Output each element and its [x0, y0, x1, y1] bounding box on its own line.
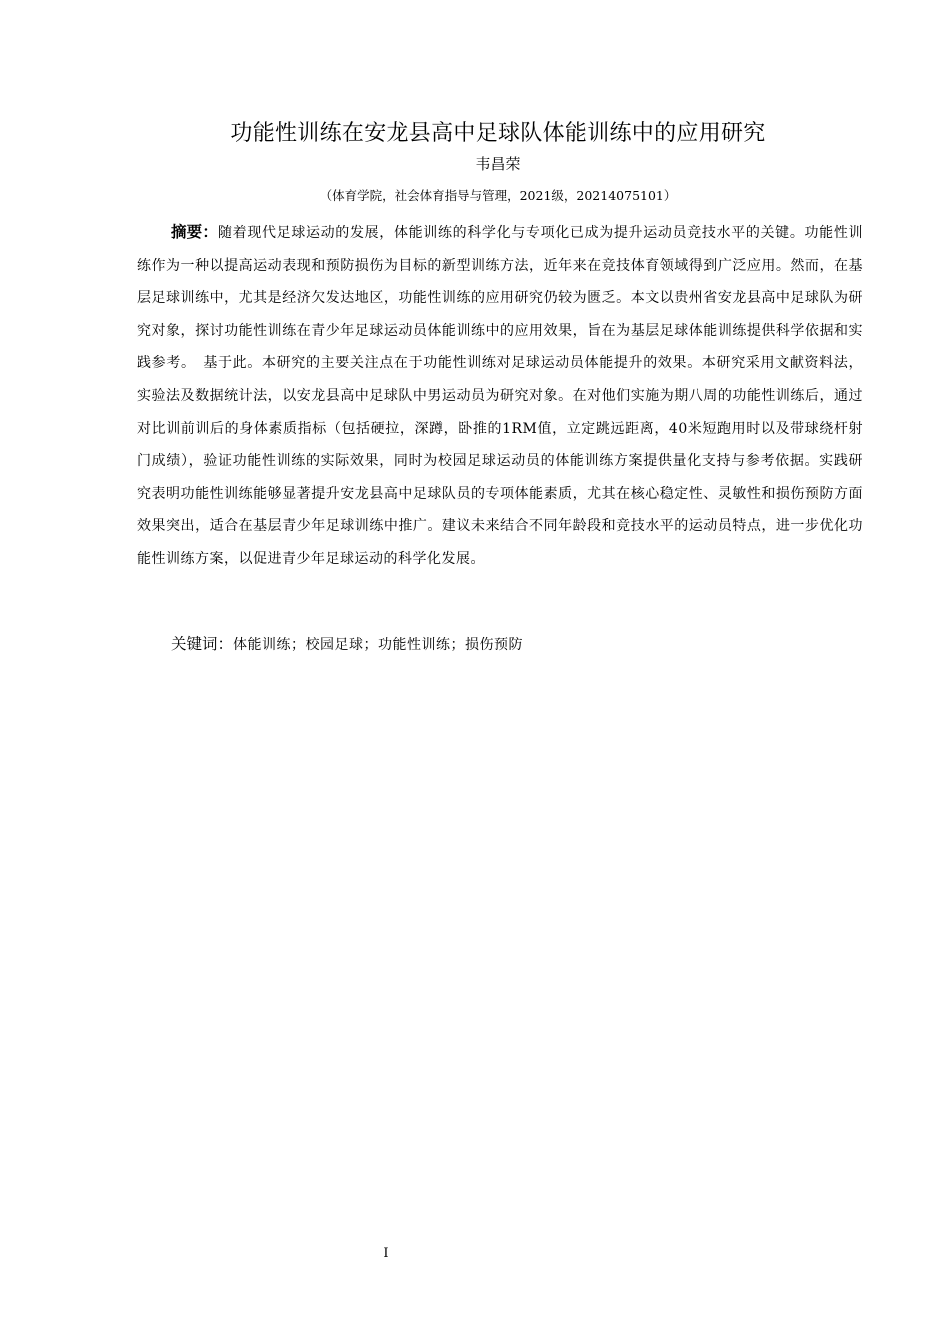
paper-title: 功能性训练在安龙县高中足球队体能训练中的应用研究: [230, 121, 766, 146]
author-affiliation: （体育学院，社会体育指导与管理，2021级，20214075101）: [319, 188, 677, 203]
keywords-label: 关键词：: [171, 635, 234, 653]
keywords-line: [171, 630, 871, 659]
keywords-text: 体能训练；校园足球；功能性训练；损伤预防: [233, 637, 524, 653]
author-name: 韦昌荣: [475, 155, 521, 173]
abstract-paragraph: [137, 216, 863, 576]
page-number: I: [383, 1246, 389, 1261]
abstract-text: 随着现代足球运动的发展，体能训练的科学化与专项化已成为提升运动员竞技水平的关键。功能性训练作为一种以提高运动表现和预防损伤为目标的新型训练方法，近年来在竞技体育领域得到广泛应用。然而，在基层足球训练中，尤其是经济欠发达地区，功能性训练的应用研究仍较为匮乏。本文以贵州省安龙县高中足球队为研究对象，探讨功能性训练在青少年足球运动员体能训练中的应用效果，旨在为基层足球体能训练提供科学依据和实践参考。 基于此。本研究的主要关注点在于功能性训练对足球运动员体能提升的效果。本研究采用文献资料法，实验法及数据统计法，以安龙县高中足球队中男运动员为研究对象。在对他们实施为期八周的功能性训练后，通过对比训前训后的身体素质指标（包括硬拉，深蹲，卧推的1RM值，立定跳远距离，40米短跑用时以及带球绕杆射门成绩），验证功能性训练的实际效果，同时为校园足球运动员的体能训练方案提供量化支持与参考依据。实践研究表明功能性训练能够显著提升安龙县高中足球队员的专项体能素质，尤其在核心稳定性、灵敏性和损伤预防方面效果突出，适合在基层青少年足球训练中推广。建议未来结合不同年龄段和竞技水平的运动员特点，进一步优化功能性训练方案，以促进青少年足球运动的科学化发展。: [137, 225, 863, 567]
abstract-label: 摘要：: [171, 223, 218, 241]
